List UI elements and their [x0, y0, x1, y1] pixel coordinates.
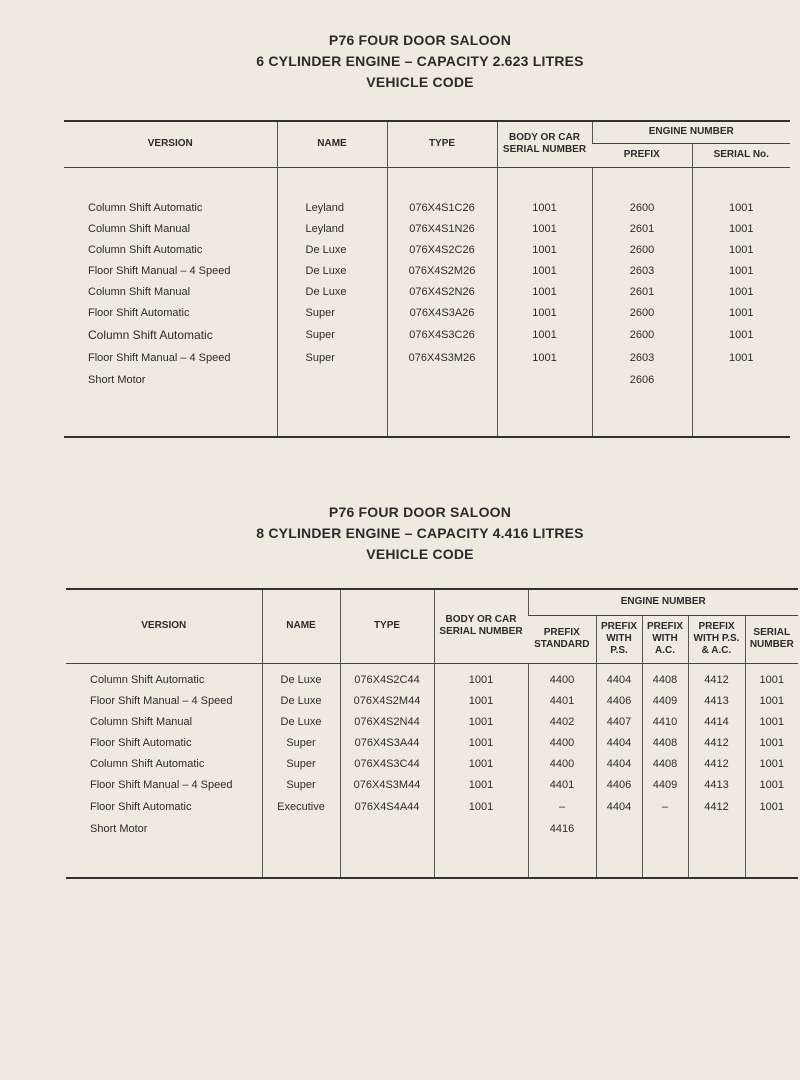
- cell-serial-number: 1001: [745, 796, 798, 818]
- cell-prefix-ac: 4410: [642, 711, 688, 732]
- cell-body-serial: 1001: [497, 323, 592, 346]
- header-prefix-ps-ac: PREFIX WITH P.S. & A.C.: [688, 615, 745, 663]
- cell-type: 076X4S2M44: [340, 690, 434, 711]
- table-row: [66, 690, 798, 711]
- table-row: [66, 796, 798, 818]
- table-row: [64, 239, 790, 260]
- cell-version: Short Motor: [90, 823, 148, 835]
- cell-version: Floor Shift Manual – 4 Speed: [90, 694, 233, 707]
- cell-type: 076X4S3C26: [387, 323, 497, 346]
- cell-prefix-ps: [596, 818, 642, 840]
- cell-name: Executive: [262, 796, 340, 818]
- cell-body-serial: 1001: [434, 732, 528, 753]
- cell-version: Column Shift Automatic: [90, 673, 205, 686]
- cell-prefix-ac: 4408: [642, 669, 688, 690]
- cell-version: Column Shift Automatic: [88, 243, 203, 256]
- cell-type: 076X4S3C44: [340, 753, 434, 774]
- cell-serial-number: 1001: [745, 774, 798, 796]
- cell-name: Leyland: [277, 218, 387, 239]
- cell-prefix: 2606: [592, 369, 692, 391]
- cell-type: 076X4S2N44: [340, 711, 434, 732]
- cell-name: Leyland: [277, 197, 387, 218]
- cell-type: 076X4S1C26: [387, 197, 497, 218]
- cell-type: 076X4S3M44: [340, 774, 434, 796]
- cell-type: 076X4S1N26: [387, 218, 497, 239]
- cell-prefix: 2600: [592, 197, 692, 218]
- cell-body-serial: 1001: [497, 260, 592, 281]
- cell-name: Super: [277, 302, 387, 323]
- cell-prefix-ps-ac: 4412: [688, 669, 745, 690]
- cell-prefix-ps: 4404: [596, 732, 642, 753]
- header-type: TYPE: [340, 589, 434, 663]
- section2-title-line1: P76 FOUR DOOR SALOON: [328, 504, 512, 520]
- cell-body-serial: 1001: [434, 690, 528, 711]
- cell-body-serial: [497, 369, 592, 391]
- cell-prefix-ac: [642, 818, 688, 840]
- cell-prefix-standard: 4416: [528, 818, 596, 840]
- section1-title-line1: P76 FOUR DOOR SALOON: [328, 32, 512, 48]
- cell-type: 076X4S3A26: [387, 302, 497, 323]
- cell-name: Super: [262, 753, 340, 774]
- table-row: [66, 732, 798, 753]
- cell-name: De Luxe: [277, 281, 387, 302]
- cell-type: 076X4S2C26: [387, 239, 497, 260]
- cell-serial-number: 1001: [745, 732, 798, 753]
- cell-body-serial: 1001: [497, 346, 592, 369]
- cell-serial-number: 1001: [745, 753, 798, 774]
- cell-serial-no: 1001: [692, 239, 790, 260]
- table-row: [64, 197, 790, 218]
- eight-cylinder-table: [66, 588, 798, 879]
- cell-body-serial: 1001: [497, 239, 592, 260]
- table-row: [64, 369, 790, 391]
- cell-version: Floor Shift Manual – 4 Speed: [90, 779, 233, 791]
- cell-serial-no: 1001: [692, 302, 790, 323]
- cell-body-serial: 1001: [497, 302, 592, 323]
- cell-body-serial: 1001: [497, 281, 592, 302]
- cell-body-serial: [434, 818, 528, 840]
- cell-version: Column Shift Automatic: [88, 201, 203, 214]
- cell-prefix-ac: 4409: [642, 774, 688, 796]
- eight-cylinder-rows: [66, 663, 798, 878]
- cell-prefix-standard: 4401: [528, 774, 596, 796]
- cell-version: Short Motor: [88, 374, 146, 386]
- six-cylinder-table: [64, 120, 790, 438]
- cell-body-serial: 1001: [434, 774, 528, 796]
- header-prefix: PREFIX: [592, 143, 692, 167]
- cell-serial-no: 1001: [692, 323, 790, 346]
- cell-version: Column Shift Automatic: [90, 757, 205, 770]
- cell-prefix-standard: 4401: [528, 690, 596, 711]
- section1-title: [0, 30, 800, 93]
- cell-prefix: 2600: [592, 302, 692, 323]
- header-serial-no: SERIAL No.: [692, 143, 790, 167]
- cell-serial-number: 1001: [745, 711, 798, 732]
- section2-title-line2: 8 CYLINDER ENGINE – CAPACITY 4.416 LITRES: [256, 525, 584, 541]
- cell-serial-no: 1001: [692, 346, 790, 369]
- section2-title: [0, 502, 800, 565]
- cell-body-serial: 1001: [434, 796, 528, 818]
- section1-title-line3: VEHICLE CODE: [366, 74, 474, 90]
- cell-prefix-ac: 4408: [642, 732, 688, 753]
- header-serial-number: SERIAL NUMBER: [745, 615, 798, 663]
- cell-prefix-ps-ac: 4412: [688, 732, 745, 753]
- table-row: [64, 302, 790, 323]
- cell-serial-number: 1001: [745, 669, 798, 690]
- section2-title-line3: VEHICLE CODE: [366, 546, 474, 562]
- cell-prefix-standard: 4400: [528, 732, 596, 753]
- table-row: [64, 218, 790, 239]
- table-row: [64, 281, 790, 302]
- header-type: TYPE: [387, 121, 497, 167]
- cell-prefix-ps-ac: 4414: [688, 711, 745, 732]
- six-cylinder-rows: [64, 167, 790, 437]
- cell-serial-number: [745, 818, 798, 840]
- cell-version: Column Shift Automatic: [88, 327, 213, 342]
- cell-serial-no: 1001: [692, 197, 790, 218]
- cell-prefix-standard: –: [528, 796, 596, 818]
- cell-prefix-ps: 4406: [596, 774, 642, 796]
- table-row: [64, 346, 790, 369]
- cell-version: Column Shift Manual: [88, 285, 191, 298]
- cell-prefix-ps: 4406: [596, 690, 642, 711]
- header-name: NAME: [277, 121, 387, 167]
- cell-serial-no: 1001: [692, 260, 790, 281]
- cell-prefix-ps-ac: 4412: [688, 753, 745, 774]
- cell-version: Floor Shift Automatic: [88, 306, 190, 319]
- header-body-serial: BODY OR CAR SERIAL NUMBER: [497, 121, 592, 167]
- cell-serial-no: 1001: [692, 218, 790, 239]
- cell-prefix-ps-ac: 4413: [688, 774, 745, 796]
- table-row: [66, 669, 798, 690]
- cell-prefix-ps: 4404: [596, 669, 642, 690]
- header-engine-number: ENGINE NUMBER: [592, 121, 790, 143]
- cell-prefix-ac: 4408: [642, 753, 688, 774]
- cell-prefix-ps: 4407: [596, 711, 642, 732]
- cell-body-serial: 1001: [497, 197, 592, 218]
- cell-type: 076X4S2N26: [387, 281, 497, 302]
- header-name: NAME: [262, 589, 340, 663]
- table-row: [66, 774, 798, 796]
- cell-version: Column Shift Manual: [88, 222, 191, 235]
- header-prefix-standard: PREFIX STANDARD: [528, 615, 596, 663]
- cell-type: 076X4S4A44: [340, 796, 434, 818]
- cell-name: De Luxe: [277, 260, 387, 281]
- header-version: VERSION: [66, 589, 262, 663]
- header-version: VERSION: [64, 121, 277, 167]
- cell-prefix: 2601: [592, 218, 692, 239]
- cell-prefix: 2600: [592, 323, 692, 346]
- cell-name: Super: [277, 346, 387, 369]
- cell-prefix-ps: 4404: [596, 796, 642, 818]
- cell-serial-no: 1001: [692, 281, 790, 302]
- cell-prefix-ps-ac: [688, 818, 745, 840]
- cell-prefix-ps: 4404: [596, 753, 642, 774]
- cell-type: 076X4S2C44: [340, 669, 434, 690]
- header-body-serial: BODY OR CAR SERIAL NUMBER: [434, 589, 528, 663]
- cell-version: Floor Shift Automatic: [90, 736, 192, 749]
- section1-title-line2: 6 CYLINDER ENGINE – CAPACITY 2.623 LITRES: [256, 53, 584, 69]
- cell-body-serial: 1001: [434, 753, 528, 774]
- cell-version: Floor Shift Manual – 4 Speed: [88, 351, 231, 364]
- cell-body-serial: 1001: [434, 711, 528, 732]
- cell-type: 076X4S3A44: [340, 732, 434, 753]
- cell-type: 076X4S3M26: [387, 346, 497, 369]
- cell-prefix-ac: 4409: [642, 690, 688, 711]
- cell-prefix-ac: –: [642, 796, 688, 818]
- cell-name: Super: [262, 774, 340, 796]
- cell-name: De Luxe: [262, 690, 340, 711]
- cell-version: Floor Shift Manual – 4 Speed: [88, 264, 231, 277]
- header-prefix-ps: PREFIX WITH P.S.: [596, 615, 642, 663]
- cell-type: [340, 818, 434, 840]
- header-engine-number: ENGINE NUMBER: [528, 589, 798, 615]
- cell-prefix: 2601: [592, 281, 692, 302]
- cell-prefix-standard: 4402: [528, 711, 596, 732]
- cell-name: De Luxe: [277, 239, 387, 260]
- cell-version: Column Shift Manual: [90, 715, 193, 728]
- table-row: [66, 753, 798, 774]
- cell-prefix-standard: 4400: [528, 753, 596, 774]
- cell-name: [262, 818, 340, 840]
- cell-name: De Luxe: [262, 669, 340, 690]
- cell-name: Super: [277, 323, 387, 346]
- cell-name: De Luxe: [262, 711, 340, 732]
- cell-prefix-standard: 4400: [528, 669, 596, 690]
- cell-version: Floor Shift Automatic: [90, 801, 192, 813]
- cell-prefix-ps-ac: 4412: [688, 796, 745, 818]
- cell-body-serial: 1001: [497, 218, 592, 239]
- header-prefix-ac: PREFIX WITH A.C.: [642, 615, 688, 663]
- cell-name: [277, 369, 387, 391]
- cell-prefix: 2603: [592, 346, 692, 369]
- cell-name: Super: [262, 732, 340, 753]
- table-row: [66, 818, 798, 840]
- table-row: [64, 260, 790, 281]
- cell-type: [387, 369, 497, 391]
- cell-serial-no: [692, 369, 790, 391]
- cell-prefix: 2603: [592, 260, 692, 281]
- table-row: [66, 711, 798, 732]
- cell-prefix: 2600: [592, 239, 692, 260]
- table-row: [64, 323, 790, 346]
- cell-type: 076X4S2M26: [387, 260, 497, 281]
- cell-serial-number: 1001: [745, 690, 798, 711]
- cell-prefix-ps-ac: 4413: [688, 690, 745, 711]
- cell-body-serial: 1001: [434, 669, 528, 690]
